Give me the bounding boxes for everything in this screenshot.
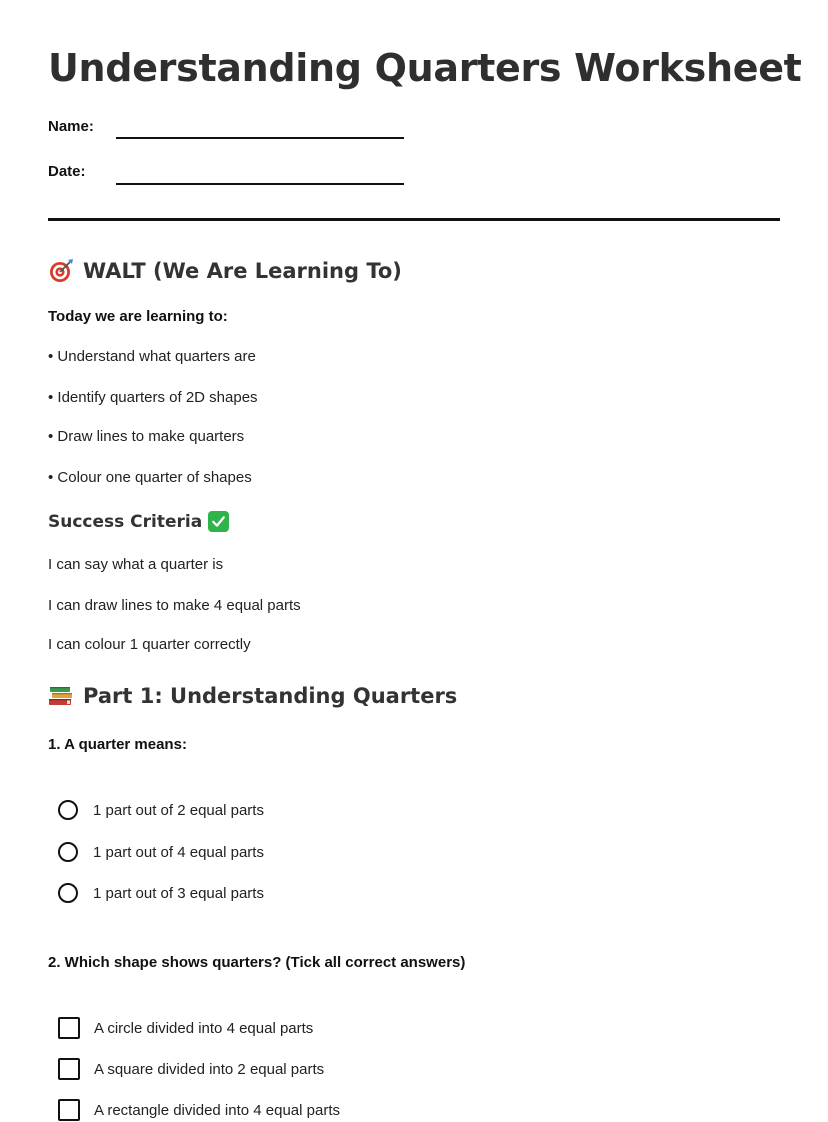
part1-heading-text: Part 1: Understanding Quarters — [83, 684, 458, 708]
header-divider — [48, 218, 780, 221]
name-label: Name: — [48, 118, 94, 135]
q2-option-circle[interactable] — [58, 1016, 313, 1040]
walt-item: • Identify quarters of 2D shapes — [48, 389, 258, 406]
success-item: I can colour 1 quarter correctly — [48, 636, 251, 653]
option-label: 1 part out of 3 equal parts — [93, 884, 264, 902]
q1-option-2-halves[interactable] — [58, 798, 264, 822]
success-item: I can say what a quarter is — [48, 556, 224, 573]
success-item: I can draw lines to make 4 equal parts — [48, 597, 301, 614]
checkbox[interactable] — [58, 1058, 80, 1080]
date-field[interactable] — [116, 183, 404, 185]
part1-heading — [48, 683, 457, 709]
question-1: 1. A quarter means: — [48, 736, 187, 753]
books-icon — [48, 683, 74, 709]
date-label: Date: — [48, 163, 86, 180]
check-mark-icon — [208, 511, 229, 532]
success-criteria-heading-text: Success Criteria — [48, 511, 203, 532]
page-title: Understanding Quarters Worksheet — [48, 46, 802, 90]
walt-item: • Understand what quarters are — [48, 348, 256, 365]
option-label: A rectangle divided into 4 equal parts — [94, 1101, 340, 1119]
checkbox[interactable] — [58, 1017, 80, 1039]
option-label: A square divided into 2 equal parts — [94, 1060, 325, 1078]
q1-option-4-quarters[interactable] — [58, 840, 264, 864]
walt-heading — [48, 258, 402, 284]
radio-button[interactable] — [58, 883, 78, 903]
question-2: 2. Which shape shows quarters? (Tick all correct answers) — [48, 954, 466, 971]
option-label: 1 part out of 4 equal parts — [93, 843, 264, 861]
q1-option-3-thirds[interactable] — [58, 881, 264, 905]
option-label: A circle divided into 4 equal parts — [94, 1019, 314, 1037]
walt-heading-text: WALT (We Are Learning To) — [83, 259, 402, 283]
radio-button[interactable] — [58, 800, 78, 820]
option-label: 1 part out of 2 equal parts — [93, 801, 264, 819]
q2-option-rectangle[interactable] — [58, 1098, 340, 1122]
walt-intro: Today we are learning to: — [48, 308, 228, 325]
walt-item: • Colour one quarter of shapes — [48, 469, 252, 486]
radio-button[interactable] — [58, 842, 78, 862]
success-criteria-heading — [48, 511, 229, 532]
name-field[interactable] — [116, 137, 404, 139]
target-icon — [48, 258, 74, 284]
walt-item: • Draw lines to make quarters — [48, 428, 245, 445]
q2-option-square[interactable] — [58, 1057, 324, 1081]
